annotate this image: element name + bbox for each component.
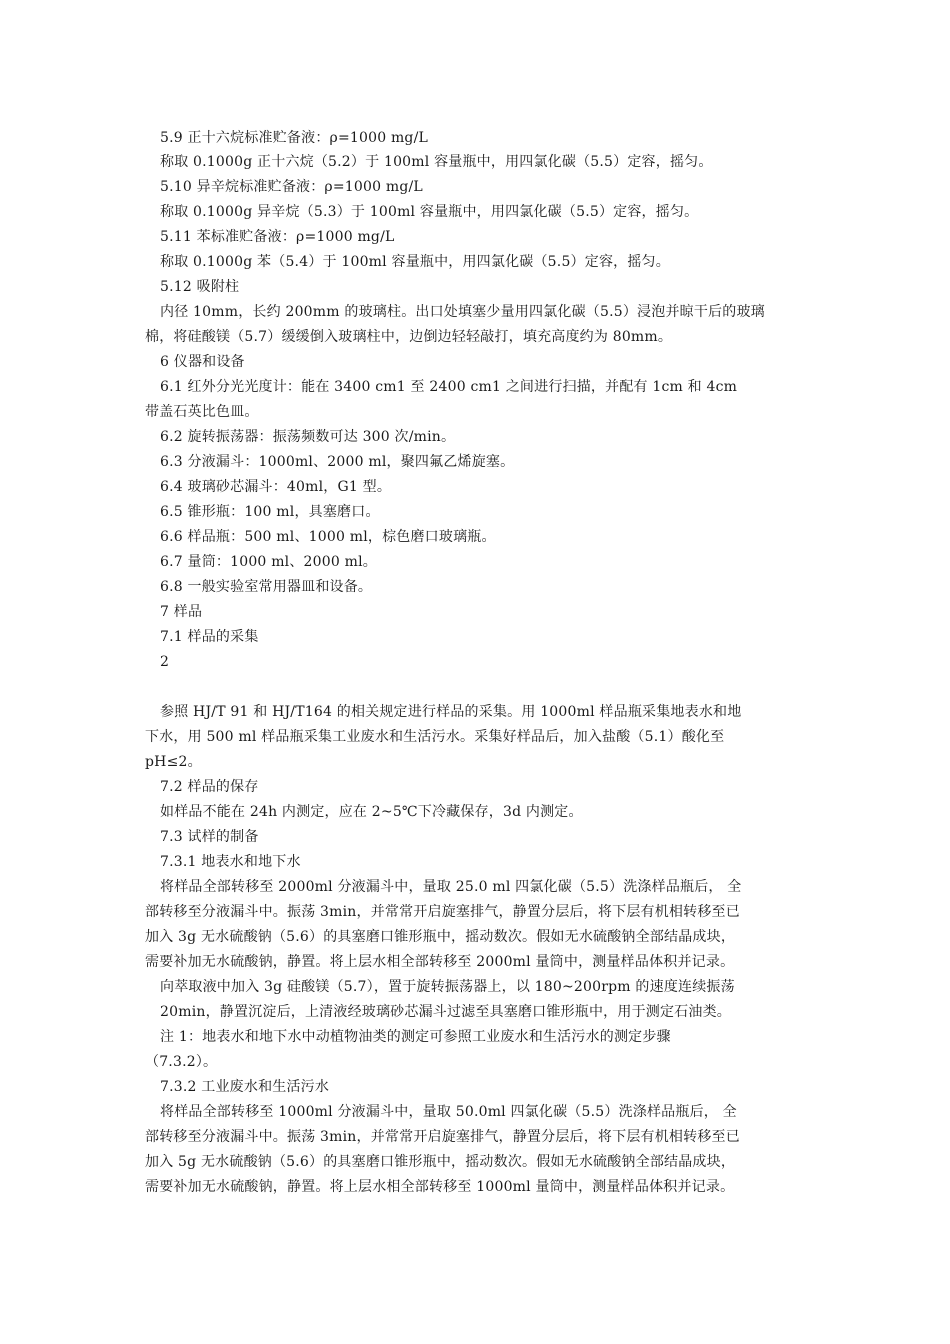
paragraph-line: 部转移至分液漏斗中。振荡 3min，并常常开启旋塞排气，静置分层后，将下层有机相转移至已 — [145, 904, 740, 920]
section-5-10-heading: 5.10 异辛烷标准贮备液：ρ=1000 mg/L — [160, 179, 423, 195]
paragraph-line: 加入 5g 无水硫酸钠（5.6）的具塞磨口锥形瓶中，摇动数次。假如无水硫酸钠全部结晶成块， — [145, 1154, 736, 1170]
section-5-12-heading: 5.12 吸附柱 — [160, 279, 240, 295]
paragraph-line: 内径 10mm，长约 200mm 的玻璃柱。出口处填塞少量用四氯化碳（5.5）浸泡并晾干后的玻璃 — [160, 304, 765, 320]
paragraph-line: 如样品不能在 24h 内测定，应在 2~5℃下冷藏保存，3d 内测定。 — [160, 804, 583, 820]
note-1-continued: （7.3.2）。 — [145, 1054, 218, 1070]
section-7-3-2-heading: 7.3.2 工业废水和生活污水 — [160, 1079, 330, 1095]
section-6-heading: 6 仪器和设备 — [160, 354, 245, 370]
section-7-3-1-heading: 7.3.1 地表水和地下水 — [160, 854, 301, 870]
paragraph-line: 将样品全部转移至 1000ml 分液漏斗中，量取 50.0ml 四氯化碳（5.5）洗涤样品瓶后， 全 — [160, 1104, 737, 1120]
paragraph-line: 称取 0.1000g 异辛烷（5.3）于 100ml 容量瓶中，用四氯化碳（5.5）定容，摇匀。 — [160, 204, 699, 220]
section-6-4-item: 6.4 玻璃砂芯漏斗：40ml，G1 型。 — [160, 479, 392, 495]
section-6-8-item: 6.8 一般实验室常用器皿和设备。 — [160, 579, 373, 595]
section-7-2-heading: 7.2 样品的保存 — [160, 779, 259, 795]
section-6-3-item: 6.3 分液漏斗：1000ml、2000 ml，聚四氟乙烯旋塞。 — [160, 454, 515, 470]
paragraph-line: 向萃取液中加入 3g 硅酸镁（5.7），置于旋转振荡器上，以 180~200rpm 的速度连续振荡 — [160, 979, 735, 995]
paragraph-line: 棉，将硅酸镁（5.7）缓缓倒入玻璃柱中，边倒边轻轻敲打，填充高度约为 80mm。 — [145, 329, 673, 345]
section-5-9-heading: 5.9 正十六烷标准贮备液：ρ=1000 mg/L — [160, 130, 429, 146]
paragraph-line: 参照 HJ/T 91 和 HJ/T164 的相关规定进行样品的采集。用 1000ml 样品瓶采集地表水和地 — [160, 704, 742, 720]
paragraph-line: 称取 0.1000g 正十六烷（5.2）于 100ml 容量瓶中，用四氯化碳（5.5）定容，摇匀。 — [160, 154, 713, 170]
paragraph-line: 需要补加无水硫酸钠，静置。将上层水相全部转移至 2000ml 量筒中，测量样品体积并记录。 — [145, 954, 735, 970]
note-1: 注 1：地表水和地下水中动植物油类的测定可参照工业废水和生活污水的测定步骤 — [160, 1029, 671, 1045]
section-6-6-item: 6.6 样品瓶：500 ml、1000 ml，棕色磨口玻璃瓶。 — [160, 529, 496, 545]
paragraph-line: 20min，静置沉淀后，上清液经玻璃砂芯漏斗过滤至具塞磨口锥形瓶中，用于测定石油类。 — [160, 1004, 731, 1020]
section-6-1-item: 6.1 红外分光光度计：能在 3400 cm1 至 2400 cm1 之间进行扫描，并配有 1cm 和 4cm — [160, 379, 738, 395]
section-6-2-item: 6.2 旋转振荡器：振荡频数可达 300 次/min。 — [160, 429, 456, 445]
section-7-3-heading: 7.3 试样的制备 — [160, 829, 259, 845]
section-6-5-item: 6.5 锥形瓶：100 ml，具塞磨口。 — [160, 504, 380, 520]
paragraph-line: 将样品全部转移至 2000ml 分液漏斗中，量取 25.0 ml 四氯化碳（5.5）洗涤样品瓶后， 全 — [160, 879, 742, 895]
section-7-1-heading: 7.1 样品的采集 — [160, 629, 259, 645]
paragraph-line: 下水，用 500 ml 样品瓶采集工业废水和生活污水。采集好样品后，加入盐酸（5.1）酸化至 — [145, 729, 725, 745]
section-7-heading: 7 样品 — [160, 604, 203, 620]
paragraph-line: 部转移至分液漏斗中。振荡 3min，并常常开启旋塞排气，静置分层后，将下层有机相转移至已 — [145, 1129, 740, 1145]
paragraph-line: pH≤2。 — [145, 754, 202, 770]
paragraph-line: 需要补加无水硫酸钠，静置。将上层水相全部转移至 1000ml 量筒中，测量样品体积并记录。 — [145, 1179, 735, 1195]
section-6-7-item: 6.7 量筒：1000 ml、2000 ml。 — [160, 554, 377, 570]
paragraph-line: 带盖石英比色皿。 — [145, 404, 259, 420]
paragraph-line: 加入 3g 无水硫酸钠（5.6）的具塞磨口锥形瓶中，摇动数次。假如无水硫酸钠全部结晶成块， — [145, 929, 736, 945]
section-5-11-heading: 5.11 苯标准贮备液：ρ=1000 mg/L — [160, 229, 395, 245]
paragraph-line: 称取 0.1000g 苯（5.4）于 100ml 容量瓶中，用四氯化碳（5.5）定容，摇匀。 — [160, 254, 670, 270]
page-number: 2 — [160, 654, 170, 670]
